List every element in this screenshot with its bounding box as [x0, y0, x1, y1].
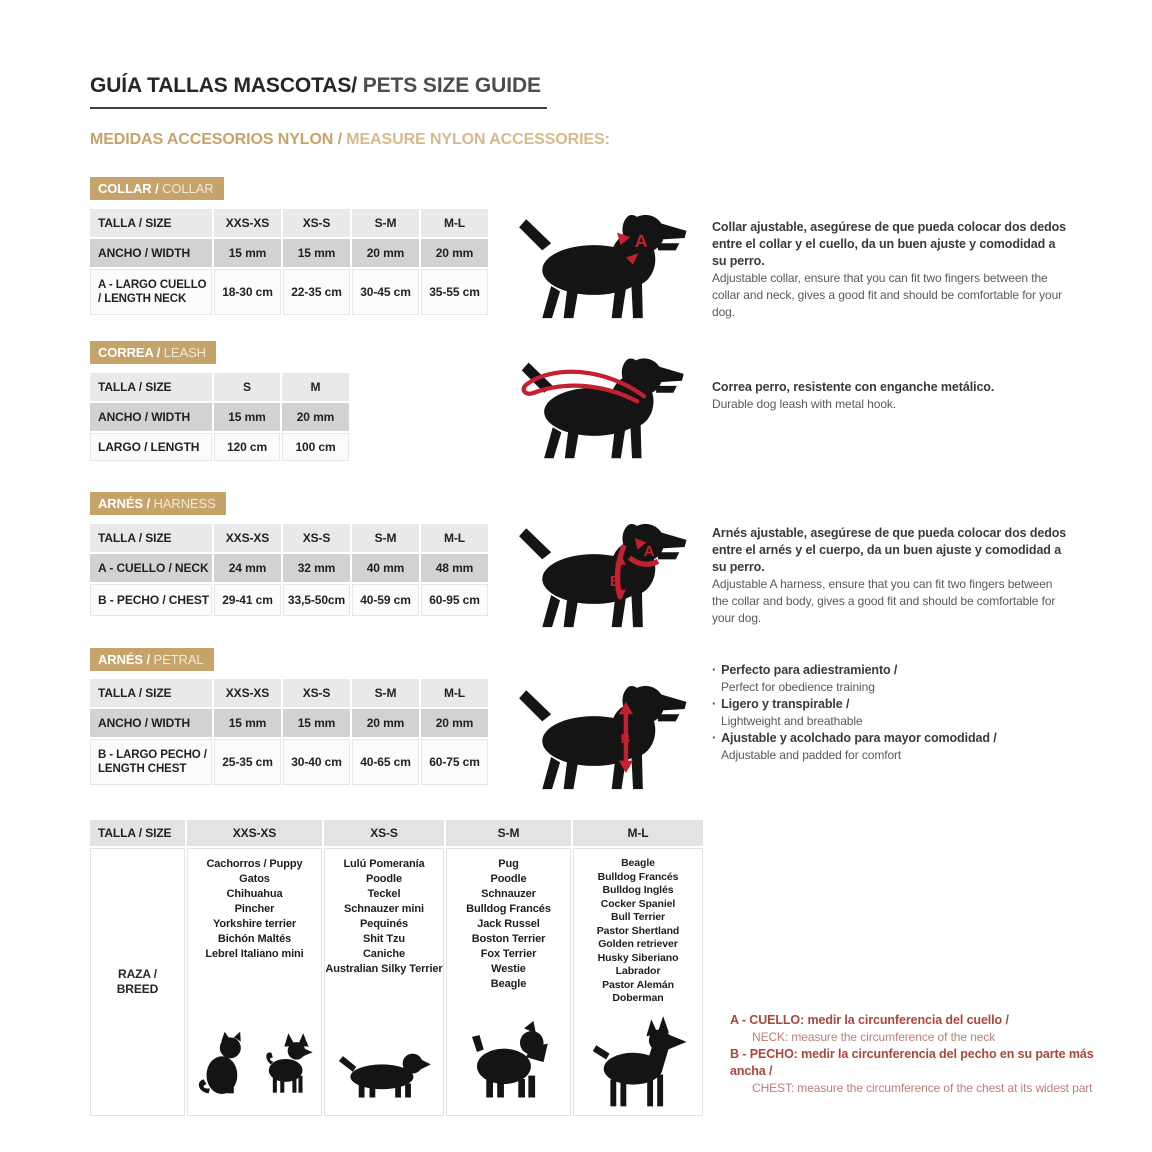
dachshund-silhouette-icon	[334, 1042, 434, 1100]
breed-name: Pastor Alemán	[602, 978, 674, 991]
leash-desc-es: Correa perro, resistente con enganche metálico.	[712, 380, 995, 394]
page-title-en: PETS SIZE GUIDE	[357, 74, 541, 97]
table-cell: 15 mm	[283, 709, 350, 737]
breed-name: Pequinés	[359, 918, 409, 930]
note-es: B - PECHO: medir la circunferencia del pecho en su parte más ancha /	[730, 1047, 1094, 1078]
breed-name: Shit Tzu	[363, 933, 405, 945]
table-cell: 60-75 cm	[421, 739, 488, 785]
note-es: A - CUELLO: medir la circunferencia del cuello /	[730, 1013, 1009, 1027]
breed-name: Bulldog Francés	[466, 903, 551, 915]
doberman-silhouette-icon	[586, 1016, 690, 1108]
table-cell: 24 mm	[214, 554, 281, 582]
table-cell: A - LARGO CUELLO / LENGTH NECK	[90, 269, 212, 315]
leash-size-table	[90, 373, 349, 461]
dog-silhouette-icon	[512, 512, 690, 630]
harness-section-badge	[90, 492, 226, 515]
table-header-cell: TALLA / SIZE	[90, 373, 212, 401]
leash-dog-illustration	[512, 348, 690, 460]
table-header-cell: M-L	[421, 524, 488, 552]
breed-name: Pastor Shertland	[596, 924, 680, 937]
table-cell: A - CUELLO / NECK	[90, 554, 212, 582]
leash-desc-en: Durable dog leash with metal hook.	[712, 397, 897, 411]
table-header-cell: M	[282, 373, 349, 401]
breed-name: Poodle	[365, 873, 403, 885]
page-subtitle-en: MEASURE NYLON ACCESSORIES:	[341, 131, 610, 148]
table-cell: 40-65 cm	[352, 739, 419, 785]
breed-column-s-m	[446, 848, 571, 1116]
breed-name: Husky Siberiano	[597, 951, 679, 964]
note-en: NECK: measure the circumference of the neck	[752, 1030, 996, 1044]
feature-item	[712, 696, 1082, 730]
breed-name: Poodle	[490, 873, 527, 885]
note-item	[730, 1046, 1110, 1097]
table-header-cell: XS-S	[283, 524, 350, 552]
table-cell: 15 mm	[214, 239, 281, 267]
breed-row-label-text: RAZA / BREED	[116, 967, 159, 996]
silhouette-row	[466, 1020, 552, 1100]
breed-name: Schnauzer	[481, 888, 536, 900]
table-header-cell: M-L	[421, 209, 488, 237]
collar-dog-illustration	[512, 203, 690, 321]
table-cell: 15 mm	[214, 403, 280, 431]
table-cell: 29-41 cm	[214, 584, 281, 616]
table-header-cell: TALLA / SIZE	[90, 820, 185, 846]
collar-desc-en: Adjustable collar, ensure that you can fit two fingers between the collar and neck, gives a good fit and should be comfortable for your dog.	[712, 271, 1063, 319]
breed-name: Lulú Pomeranía	[343, 858, 425, 870]
table-cell: 120 cm	[214, 433, 280, 461]
table-header-cell: XXS-XS	[214, 209, 281, 237]
table-cell: 18-30 cm	[214, 269, 281, 315]
table-header-cell: TALLA / SIZE	[90, 524, 212, 552]
table-cell: B - LARGO PECHO / LENGTH CHEST	[90, 739, 212, 785]
badge-label-en: COLLAR	[158, 181, 214, 196]
table-cell: 48 mm	[421, 554, 488, 582]
feature-en: Lightweight and breathable	[721, 714, 863, 728]
badge-label-en: HARNESS	[150, 496, 216, 511]
table-header-cell: S-M	[446, 820, 571, 846]
breed-name: Cocker Spaniel	[600, 897, 676, 910]
breed-name: Australian Silky Terrier	[325, 963, 443, 975]
breed-size-table	[90, 820, 703, 1116]
feature-en: Perfect for obedience training	[721, 680, 875, 694]
table-cell: 20 mm	[421, 239, 488, 267]
breed-name: Beagle	[621, 857, 655, 869]
collar-desc-es: Collar ajustable, asegúrese de que pueda colocar dos dedos entre el collar y el cuello, da un buen ajuste y comodidad a su perro.	[712, 220, 1067, 268]
leash-section-badge	[90, 341, 216, 364]
table-header-cell: XXS-XS	[214, 524, 281, 552]
collar-marker-a: A	[634, 230, 648, 251]
page-title	[90, 74, 547, 109]
schnauzer-silhouette-icon	[466, 1020, 552, 1100]
leash-description	[712, 379, 1068, 413]
table-cell: 60-95 cm	[421, 584, 488, 616]
harness-description	[712, 525, 1068, 627]
harness-marker-b: B	[609, 573, 621, 591]
badge-label-en: PETRAL	[150, 652, 204, 667]
table-cell: 20 mm	[352, 239, 419, 267]
page-subtitle-es: MEDIDAS ACCESORIOS NYLON /	[90, 131, 342, 148]
petral-marker-b: B	[620, 730, 631, 746]
table-header-cell: S-M	[352, 209, 419, 237]
breed-name: Bichón Maltés	[217, 933, 292, 945]
table-cell: 100 cm	[282, 433, 349, 461]
badge-label-es: ARNÉS /	[98, 496, 151, 511]
breed-name: Bulldog Francés	[597, 870, 679, 883]
table-cell: ANCHO / WIDTH	[90, 239, 212, 267]
page-subtitle	[90, 131, 610, 149]
breed-name: Fox Terrier	[480, 948, 537, 960]
breed-name: Cachorros / Puppy	[206, 858, 303, 870]
feature-item	[712, 730, 1082, 764]
cat-silhouette-icon	[196, 1030, 252, 1100]
harness-marker-a: A	[643, 542, 655, 560]
breed-column-m-l	[573, 848, 703, 1116]
collar-section-badge	[90, 177, 224, 200]
silhouette-row	[196, 1028, 314, 1100]
table-header-cell: XXS-XS	[187, 820, 322, 846]
breed-column-xxs-xs	[187, 848, 322, 1116]
table-header-cell: XS-S	[324, 820, 444, 846]
badge-label-es: COLLAR /	[98, 181, 159, 196]
breed-name: Beagle	[490, 978, 527, 990]
badge-label-es: ARNÉS /	[98, 652, 151, 667]
page-title-es: GUÍA TALLAS MASCOTAS/	[90, 74, 357, 97]
table-header-cell: TALLA / SIZE	[90, 679, 212, 707]
feature-en: Adjustable and padded for comfort	[721, 748, 902, 762]
breed-row-label	[90, 848, 185, 1116]
harness-desc-es: Arnés ajustable, asegúrese de que pueda colocar dos dedos entre el arnés y el cuerpo, da un buen ajuste y comodidad a su perro.	[712, 526, 1067, 574]
breed-name: Bull Terrier	[610, 911, 666, 923]
feature-es: · Perfecto para adiestramiento /	[712, 662, 1082, 679]
table-cell: B - PECHO / CHEST	[90, 584, 212, 616]
table-cell: 33,5-50cm	[283, 584, 350, 616]
table-cell: 22-35 cm	[283, 269, 350, 315]
breed-name: Labrador	[615, 965, 661, 977]
breed-column-xs-s	[324, 848, 444, 1116]
table-cell: ANCHO / WIDTH	[90, 403, 212, 431]
badge-label-en: LEASH	[160, 345, 206, 360]
harness-desc-en: Adjustable A harness, ensure that you can fit two fingers between the collar and body, gives a good fit and should be comfortable for your dog.	[712, 577, 1056, 625]
breed-name: Pug	[498, 858, 519, 870]
silhouette-row	[586, 1016, 690, 1108]
table-header-cell: S	[214, 373, 280, 401]
table-header-cell: S-M	[352, 524, 419, 552]
harness-dog-illustration	[512, 512, 690, 630]
silhouette-row	[334, 1042, 434, 1100]
petral-size-table	[90, 679, 488, 785]
table-cell: 15 mm	[214, 709, 281, 737]
breed-name: Boston Terrier	[471, 933, 546, 945]
breed-name: Yorkshire terrier	[212, 918, 297, 930]
table-cell: ANCHO / WIDTH	[90, 709, 212, 737]
note-en: CHEST: measure the circumference of the chest at its widest part	[752, 1081, 1093, 1095]
table-cell: LARGO / LENGTH	[90, 433, 212, 461]
note-item	[730, 1012, 1110, 1046]
breed-name: Gatos	[239, 873, 270, 885]
table-cell: 20 mm	[352, 709, 419, 737]
chihuahua-silhouette-icon	[260, 1028, 314, 1100]
breed-name: Bulldog Inglés	[602, 884, 674, 896]
table-cell: 30-40 cm	[283, 739, 350, 785]
table-header-cell: XS-S	[283, 209, 350, 237]
harness-size-table	[90, 524, 488, 616]
breed-name: Lebrel Italiano mini	[205, 948, 304, 960]
collar-description	[712, 219, 1068, 321]
table-cell: 40-59 cm	[352, 584, 419, 616]
table-cell: 15 mm	[283, 239, 350, 267]
breed-name: Jack Russel	[477, 918, 540, 930]
collar-size-table	[90, 209, 488, 315]
feature-item	[712, 662, 1082, 696]
breed-name: Westie	[491, 963, 526, 975]
measurement-notes	[730, 1012, 1110, 1097]
table-header-cell: XS-S	[283, 679, 350, 707]
breed-name: Golden retriever	[598, 938, 678, 950]
breed-name: Caniche	[362, 948, 406, 960]
table-header-cell: M-L	[421, 679, 488, 707]
feature-es: · Ajustable y acolchado para mayor comodidad /	[712, 730, 1082, 747]
breed-name: Schnauzer mini	[344, 903, 424, 915]
table-cell: 30-45 cm	[352, 269, 419, 315]
breed-name: Pincher	[234, 903, 275, 915]
table-cell: 25-35 cm	[214, 739, 281, 785]
breed-name: Teckel	[367, 888, 401, 900]
table-header-cell: S-M	[352, 679, 419, 707]
table-header-cell: XXS-XS	[214, 679, 281, 707]
dog-silhouette-icon	[512, 348, 690, 460]
table-header-cell: M-L	[573, 820, 703, 846]
feature-es: · Ligero y transpirable /	[712, 696, 1082, 713]
table-cell: 20 mm	[421, 709, 488, 737]
breed-name: Doberman	[612, 992, 664, 1004]
table-cell: 20 mm	[282, 403, 349, 431]
dog-silhouette-icon	[512, 203, 690, 321]
dog-silhouette-icon	[512, 672, 690, 794]
table-cell: 40 mm	[352, 554, 419, 582]
petral-section-badge	[90, 648, 214, 671]
petral-feature-list	[712, 662, 1082, 764]
badge-label-es: CORREA /	[98, 345, 161, 360]
petral-dog-illustration	[512, 672, 690, 794]
breed-name: Chihuahua	[226, 888, 283, 900]
table-header-cell: TALLA / SIZE	[90, 209, 212, 237]
table-cell: 32 mm	[283, 554, 350, 582]
table-cell: 35-55 cm	[421, 269, 488, 315]
